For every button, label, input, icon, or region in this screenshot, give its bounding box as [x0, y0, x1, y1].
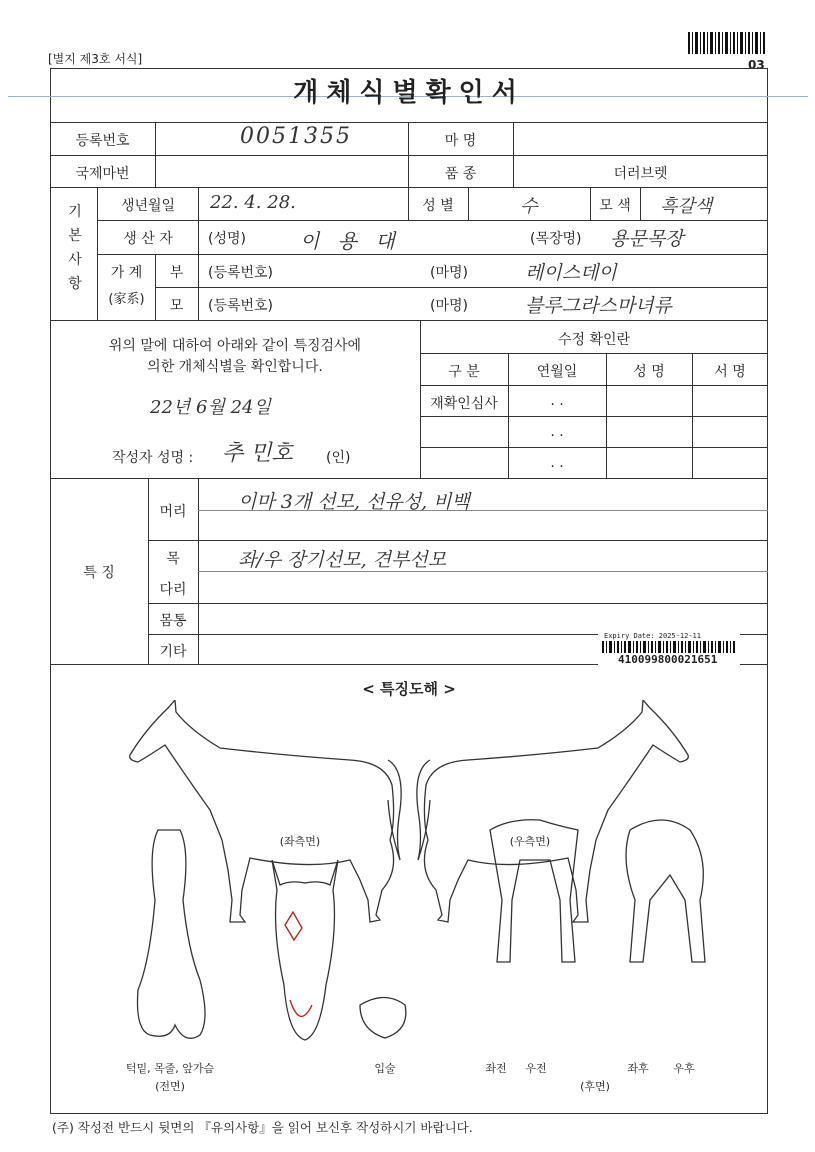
producer-name: 이 용 대: [300, 229, 401, 253]
rule: [50, 155, 768, 156]
sire-reg-label: (등록번호): [208, 265, 274, 281]
birth-value: 22. 4. 28.: [210, 192, 296, 213]
rule: [50, 320, 768, 321]
rule: [420, 447, 768, 448]
seal: (인): [326, 450, 351, 466]
neck-value: 좌/우 장기선모, 견부선모: [238, 549, 447, 571]
rh-caption: 우후: [673, 1062, 695, 1075]
neck-label: 목: [166, 551, 180, 567]
horse-front-neck-drawing: [138, 830, 206, 1038]
front-label: (전면): [155, 1080, 185, 1093]
reg-no-value: 0051355: [240, 124, 352, 149]
breed-value: 더러브렛: [613, 166, 668, 182]
other-label: 기타: [159, 644, 187, 660]
revision-header: 연월일: [536, 364, 578, 380]
head-label: 머리: [159, 504, 187, 520]
dam-label: 모: [169, 298, 184, 314]
legs-label: 다리: [159, 582, 187, 598]
statement-line1: 위의 말에 대하여 아래와 같이 특징검사에: [108, 338, 362, 354]
revision-cell: . .: [550, 424, 564, 440]
sex-label: 성 별: [422, 198, 454, 214]
revision-cell: . .: [550, 393, 564, 409]
left-side-caption: (좌측면): [279, 835, 321, 848]
rule: [420, 353, 768, 354]
rf-caption: 우전: [525, 1062, 547, 1075]
reg-no-label: 등록번호: [75, 133, 130, 149]
farm-label: (목장명): [530, 231, 582, 247]
sire-label: 부: [169, 265, 184, 281]
barcode-sticker: [598, 630, 740, 668]
sex-value: 수: [520, 196, 538, 217]
sire-name: 레이스데이: [525, 262, 617, 284]
diagram-title: < 특징도해 >: [362, 680, 456, 698]
rule: [148, 540, 768, 541]
right-side-caption: (우측면): [509, 835, 551, 848]
rule: [50, 478, 768, 479]
head-value: 이마 3개 선모, 선유성, 비백: [238, 491, 470, 513]
rule: [420, 416, 768, 417]
birth-label: 생년월일: [120, 198, 176, 214]
rule: [50, 187, 768, 188]
footer-note: (주) 작성전 반드시 뒷면의 『유의사항』을 읽어 보신후 작성하시기 바랍니다.: [52, 1120, 473, 1135]
revision-header: 구 분: [448, 364, 480, 380]
sire-name-label: (마명): [430, 265, 468, 281]
writer-value: 추 민호: [222, 441, 293, 466]
body-label: 몸통: [159, 613, 187, 629]
rule: [198, 187, 199, 320]
horse-name-label: 마 명: [444, 133, 477, 149]
producer-label: 생 산 자: [123, 231, 173, 247]
sticker-barcode: [602, 641, 736, 653]
intl-no-label: 국제마번: [75, 166, 130, 182]
revision-cell: . .: [550, 455, 564, 471]
rule: [50, 122, 768, 123]
lips-caption: 입술: [374, 1062, 396, 1075]
horse-head-front-drawing: [272, 860, 338, 1040]
sticker-code: 410099800021651: [618, 653, 718, 666]
features-section-label: 특 징: [83, 565, 115, 581]
horse-diagrams: [50, 700, 768, 1100]
horse-muzzle-drawing: [360, 998, 406, 1039]
rule: [640, 187, 641, 220]
dam-reg-label: (등록번호): [208, 298, 274, 314]
rule: [148, 603, 768, 604]
rule: [155, 287, 768, 288]
family-hanja: (家系): [108, 292, 145, 307]
page-number: 03: [748, 58, 765, 72]
front-caption: 턱밑, 목줄, 앞가슴: [125, 1062, 215, 1075]
family-label: 가 계: [110, 265, 143, 281]
writer-label: 작성자 성명 :: [112, 450, 194, 466]
lf-caption: 좌전: [485, 1062, 507, 1075]
color-label: 모 색: [599, 198, 631, 214]
farm-value: 용문목장: [610, 228, 684, 250]
rule: [420, 385, 768, 386]
rear-label: (후면): [580, 1080, 610, 1093]
form-number: [별지 제3호 서식]: [48, 52, 143, 66]
statement-line2: 의한 개체식별을 확인합니다.: [147, 359, 323, 375]
rule: [155, 122, 156, 187]
revision-title: 수정 확인란: [557, 332, 631, 348]
producer-name-label: (성명): [208, 231, 246, 247]
horse-rear-drawing: [626, 820, 705, 962]
page-title: 개체식별확인서: [293, 78, 525, 108]
revision-cell: 재확인심사: [430, 396, 498, 412]
revision-header: 성 명: [633, 364, 665, 380]
horse-left-side-drawing: [130, 700, 401, 922]
date-value: 22년 6월 24일: [150, 397, 271, 418]
barcode-top: [688, 32, 766, 54]
revision-header: 서 명: [714, 364, 746, 380]
color-value: 흑갈색: [660, 196, 713, 217]
dam-name-label: (마명): [430, 298, 468, 314]
breed-label: 품 종: [444, 166, 477, 182]
horse-right-side-drawing: [417, 700, 688, 922]
basic-section-label: 기본사항: [68, 204, 82, 292]
lh-caption: 좌후: [627, 1062, 649, 1075]
dam-name: 블루그라스마녀류: [525, 295, 672, 317]
sticker-expiry: Expiry Date: 2025-12-11: [604, 632, 701, 640]
